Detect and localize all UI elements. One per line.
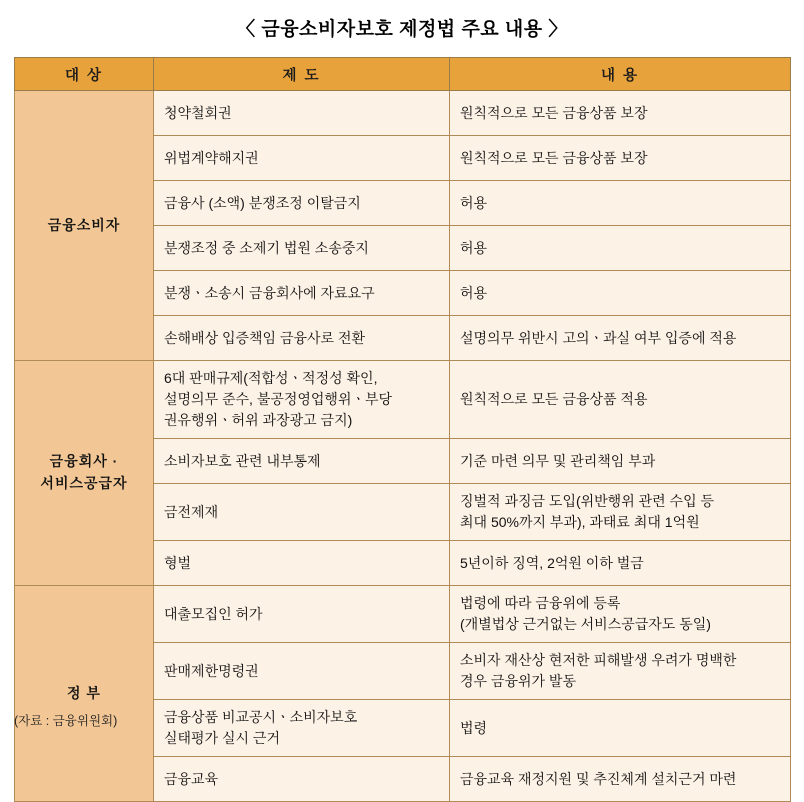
content-cell: 허용 bbox=[450, 226, 791, 271]
system-cell: 금전제재 bbox=[154, 484, 450, 541]
column-header-system: 제 도 bbox=[154, 58, 450, 91]
system-cell: 대출모집인 허가 bbox=[154, 586, 450, 643]
content-cell: 원칙적으로 모든 금융상품 보장 bbox=[450, 136, 791, 181]
system-cell: 위법계약해지권 bbox=[154, 136, 450, 181]
content-line: 소비자 재산상 현저한 피해발생 우려가 명백한 bbox=[460, 652, 737, 668]
system-line: 권유행위ㆍ허위 과장광고 금지) bbox=[164, 412, 353, 428]
content-cell: 기준 마련 의무 및 관리책임 부과 bbox=[450, 439, 791, 484]
content-cell: 허용 bbox=[450, 271, 791, 316]
system-cell: 금융사 (소액) 분쟁조정 이탈금지 bbox=[154, 181, 450, 226]
content-line: 징벌적 과징금 도입(위반행위 관련 수입 등 bbox=[460, 493, 715, 509]
content-line: 경우 금융위가 발동 bbox=[460, 673, 576, 689]
content-cell: 원칙적으로 모든 금융상품 적용 bbox=[450, 361, 791, 439]
content-cell bbox=[450, 484, 791, 541]
content-cell bbox=[450, 643, 791, 700]
category-line: 금융회사 · bbox=[49, 453, 119, 470]
table-body bbox=[15, 91, 791, 802]
page-title: 〈 금융소비자보호 제정법 주요 내용 〉 bbox=[236, 19, 568, 40]
category-line: 서비스공급자 bbox=[40, 475, 128, 491]
content-cell: 설명의무 위반시 고의ㆍ과실 여부 입증에 적용 bbox=[450, 316, 791, 361]
table-row bbox=[15, 361, 791, 439]
table-row bbox=[15, 586, 791, 643]
system-cell: 금융교육 bbox=[154, 757, 450, 802]
content-line: 최대 50%까지 부과), 과태료 최대 1억원 bbox=[460, 514, 700, 530]
column-header-content: 내 용 bbox=[450, 58, 791, 91]
main-table bbox=[14, 57, 791, 802]
system-cell: 분쟁조정 중 소제기 법원 소송중지 bbox=[154, 226, 450, 271]
system-line: 실태평가 실시 근거 bbox=[164, 730, 280, 746]
content-cell: 원칙적으로 모든 금융상품 보장 bbox=[450, 91, 791, 136]
content-cell: 5년이하 징역, 2억원 이하 벌금 bbox=[450, 541, 791, 586]
content-line: 법령에 따라 금융위에 등록 bbox=[460, 595, 621, 611]
column-header-target: 대 상 bbox=[15, 58, 154, 91]
content-cell: 금융교육 재정지원 및 추진체계 설치근거 마련 bbox=[450, 757, 791, 802]
system-cell: 청약철회권 bbox=[154, 91, 450, 136]
category-cell-consumer: 금융소비자 bbox=[15, 91, 154, 361]
system-cell: 분쟁ㆍ소송시 금융회사에 자료요구 bbox=[154, 271, 450, 316]
content-cell: 법령 bbox=[450, 700, 791, 757]
category-cell-provider bbox=[15, 361, 154, 586]
system-cell bbox=[154, 700, 450, 757]
system-cell: 소비자보호 관련 내부통제 bbox=[154, 439, 450, 484]
category-cell-government: 정 부 bbox=[15, 586, 154, 802]
system-line: 금융상품 비교공시ㆍ소비자보호 bbox=[164, 709, 358, 725]
content-cell bbox=[450, 586, 791, 643]
system-cell: 형벌 bbox=[154, 541, 450, 586]
table-row bbox=[15, 91, 791, 136]
source-note: (자료 : 금융위원회) bbox=[14, 714, 118, 728]
table-header-row bbox=[15, 58, 791, 91]
system-cell: 판매제한명령권 bbox=[154, 643, 450, 700]
content-cell: 허용 bbox=[450, 181, 791, 226]
system-cell: 손해배상 입증책임 금융사로 전환 bbox=[154, 316, 450, 361]
content-line: (개별법상 근거없는 서비스공급자도 동일) bbox=[460, 616, 711, 632]
table-header bbox=[15, 58, 791, 91]
system-cell bbox=[154, 361, 450, 439]
system-line: 설명의무 준수, 불공정영업행위ㆍ부당 bbox=[164, 391, 393, 407]
system-line: 6대 판매규제(적합성ㆍ적정성 확인, bbox=[164, 370, 378, 386]
